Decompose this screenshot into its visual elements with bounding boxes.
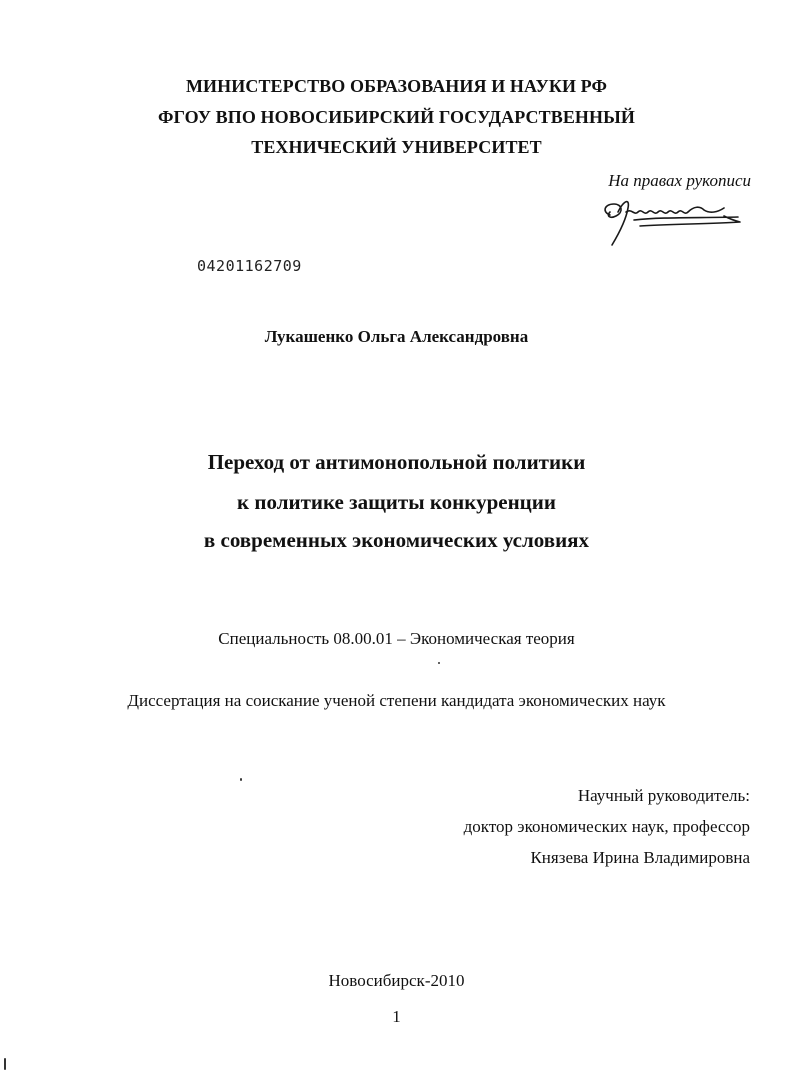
place-year: Новосибирск-2010 (328, 971, 465, 990)
ministry-header-line: МИНИСТЕРСТВО ОБРАЗОВАНИЯ И НАУКИ РФ (185, 76, 608, 96)
advisor-label: Научный руководитель: (577, 786, 750, 805)
advisor-degree: доктор экономических наук, профессор (463, 817, 750, 836)
university-header-line: ТЕХНИЧЕСКИЙ УНИВЕРСИТЕТ (251, 137, 542, 157)
manuscript-mark: На правах рукописи (608, 171, 751, 190)
signature-image (600, 190, 745, 250)
scan-speck (240, 778, 242, 781)
dissertation-title-line-2: к политике защиты конкуренции (237, 490, 556, 514)
dissertation-title-line-3: в современных экономических условиях (203, 528, 590, 552)
specialty: Специальность 08.00.01 – Экономическая теория (218, 629, 575, 648)
document-code: 04201162709 (197, 257, 302, 275)
institution-header-line: ФГОУ ВПО НОВОСИБИРСКИЙ ГОСУДАРСТВЕННЫЙ (157, 107, 636, 127)
scan-speck (4, 1058, 6, 1070)
scan-speck (438, 662, 440, 664)
page-number: 1 (392, 1007, 401, 1026)
dissertation-title-line-1: Переход от антимонопольной политики (207, 450, 586, 474)
author-name: Лукашенко Ольга Александровна (264, 327, 529, 346)
dissertation-purpose: Диссертация на соискание ученой степени кандидата экономических наук (127, 691, 666, 710)
advisor-name: Князева Ирина Владимировна (530, 848, 750, 867)
